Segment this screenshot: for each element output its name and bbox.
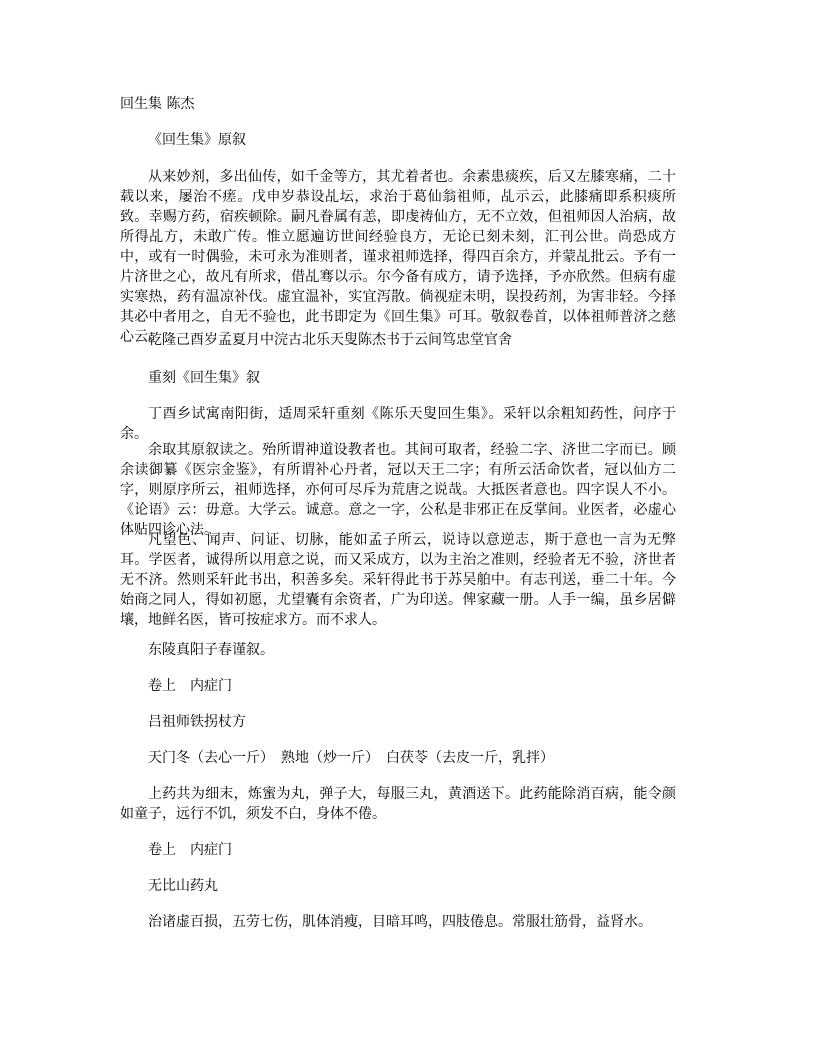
recipe-title: 无比山药丸: [148, 878, 218, 894]
section-heading: 卷上 内症门: [148, 842, 232, 858]
reprint-signature: 东陵真阳子春谨叙。: [148, 642, 274, 658]
reprint-paragraph-3: 凡望色、闻声、问证、切脉，能如孟子所云，说诗以意逆志，斯于意也一言为无弊耳。学医者，诚得所以用意之说，而又采成方，以为主治之准则，经验者无不验，济世者无不济。然则采轩此书出，积善多矣。采轩得此书于苏吴舶中。有志刊送，垂二十年。今始商之同人，得如初愿，尤望囊有余资者，广为印送。俾家藏一册。人手一编，虽乡居僻壤，地鲜名医，皆可按症求方。而不求人。: [120, 532, 676, 628]
preface-signature: 乾隆己酉岁孟夏月中浣古北乐天叟陈杰书于云间笃忠堂官舍: [148, 332, 512, 348]
recipe-indications: 治诸虚百损，五劳七伤，肌体消瘦，目暗耳鸣，四肢倦息。常服壮筋骨，益肾水。: [148, 914, 652, 930]
recipe-instructions: 上药共为细末，炼蜜为丸，弹子大，每服三丸，黄酒送下。此药能除消百病，能令颜如童子，远行不饥，须发不白，身体不倦。: [120, 786, 676, 822]
preface-body: 从来妙剂，多出仙传，如千金等方，其尤着者也。余素患痰疾，后又左膝寒痛，二十载以来，屡治不瘥。戊申岁恭设乩坛，求治于葛仙翁祖师，乩示云，此膝痛即系积痰所致。幸赐方药，宿疾顿除。嗣凡眷属有恙，即虔祷仙方，无不立效，但祖师因人治病，故所得乩方，未敢广传。惟立愿遍访世间经验良方，无论已刻未刻，汇刊公世。尚恐成方中，或有一时偶验，未可永为准则者，谨求祖师选择，得四百余方，并蒙乩批云。予有一片济世之心，故凡有所求，借乩骞以示。尔今备有成方，请予选择，予亦欣然。但病有虚实寒热，药有温凉补伐。虚宜温补，实宜泻散。倘视症未明，误投药剂，为害非轻。今择其必中者用之，自无不验也，此书即定为《回生集》可耳。敬叙卷首，以体祖师普济之慈心云。: [120, 169, 676, 345]
preface-title: 《回生集》原叙: [148, 132, 246, 148]
recipe-title: 吕祖师铁拐杖方: [148, 714, 246, 730]
section-heading: 卷上 内症门: [148, 678, 232, 694]
recipe-ingredients: 天门冬（去心一斤） 熟地（炒一斤） 白茯苓（去皮一斤，乳拌）: [148, 750, 554, 766]
reprint-paragraph-1: 丁酉乡试寓南阳街，适周采轩重刻《陈乐天叟回生集》。采轩以余粗知药性，问序于余。: [120, 406, 676, 442]
document-header: 回生集 陈杰: [120, 96, 195, 112]
reprint-paragraph-2: 余取其原叙读之。殆所谓神道设教者也。其间可取者，经验二字、济世二字而已。顾余读御纂《医宗金鉴》，有所谓补心丹者，冠以天王二字；有所云活命饮者，冠以仙方二字，则原序所云，祖师选择，亦何可尽斥为荒唐之说哉。大抵医者意也。四字误人不小。《论语》云：毋意。大学云。诚意。意之一字，公私是非邪正在反掌间。业医者，必虚心体贴四诊心法。: [120, 442, 676, 538]
reprint-title: 重刻《回生集》叙: [148, 370, 260, 386]
